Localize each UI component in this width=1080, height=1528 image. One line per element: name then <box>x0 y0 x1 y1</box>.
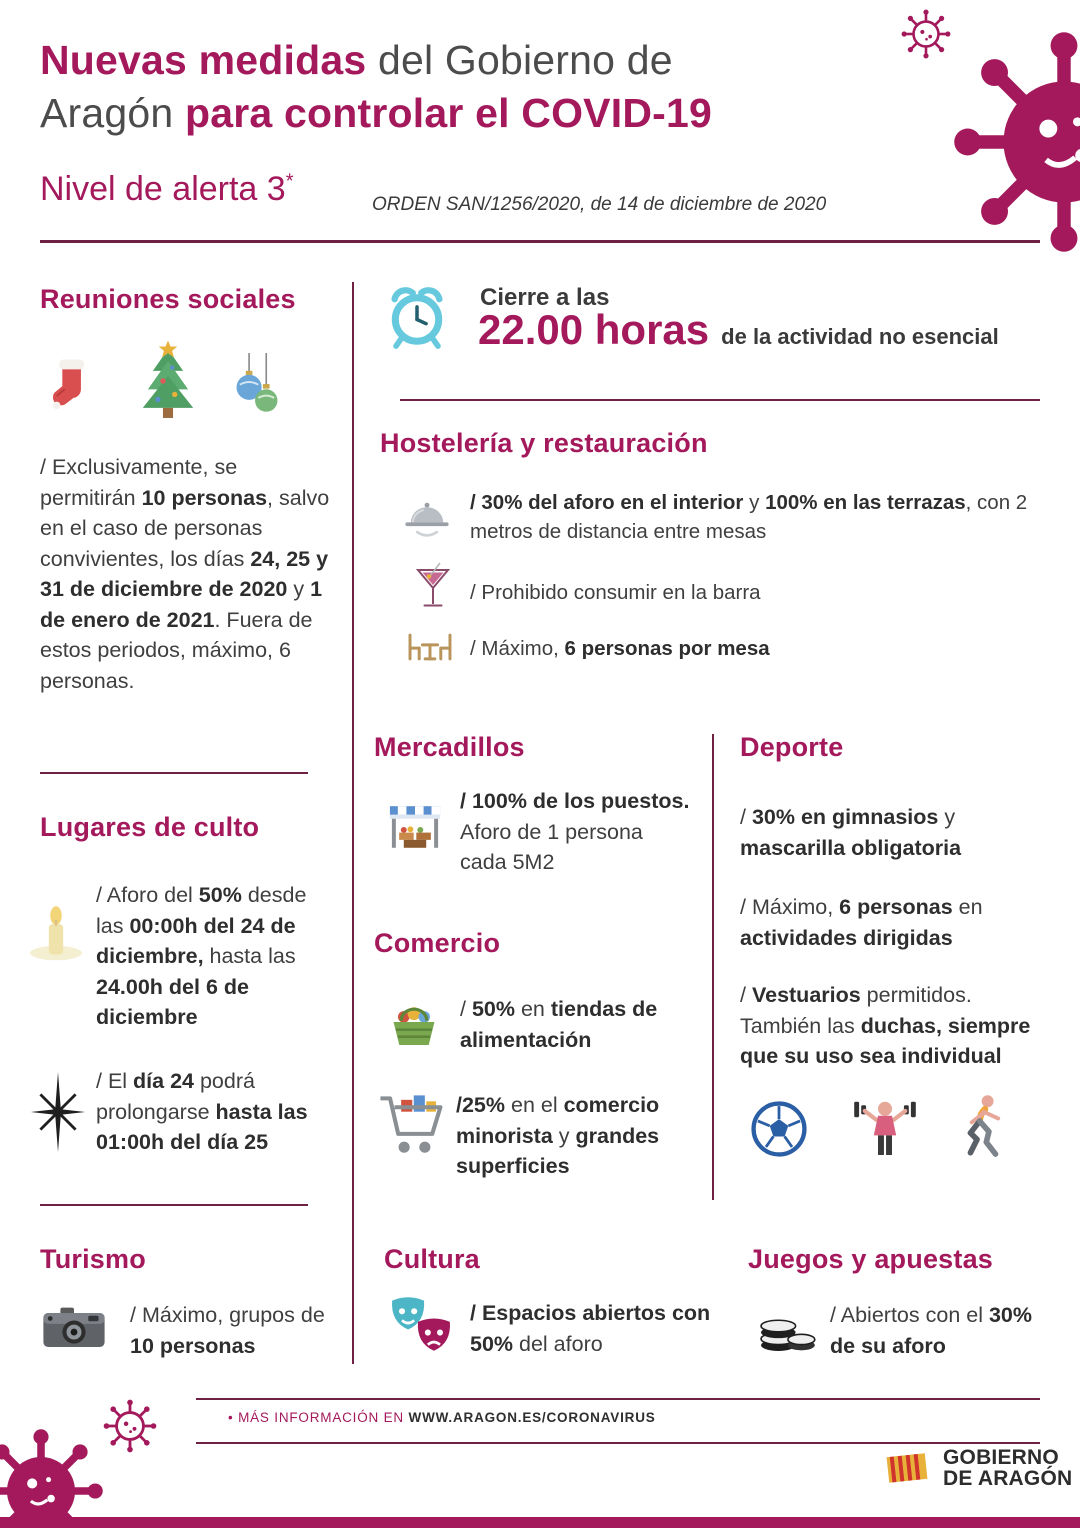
star-sparkle-icon <box>18 1062 98 1162</box>
alert-asterisk: * <box>285 170 294 193</box>
header-divider <box>40 240 1040 243</box>
virus-outline-icon-footer <box>102 1398 158 1454</box>
baubles-icon <box>224 338 290 434</box>
main-vertical-divider <box>352 282 354 1364</box>
section-title-deporte: Deporte <box>740 732 844 762</box>
culto-text-1: / Aforo del 50% desde las 00:00h del 24 de diciembre, hasta las 24.00h del 6 de diciembre <box>96 883 307 1030</box>
section-title-mercadillos: Mercadillos <box>374 732 525 762</box>
section-title-turismo: Turismo <box>40 1244 146 1274</box>
runner-icon <box>948 1088 1014 1162</box>
left-divider-1 <box>40 772 308 774</box>
logo-line1: GOBIERNO <box>943 1445 1059 1469</box>
comercio-text-2: /25% en el comercio minorista y grandes superficies <box>456 1093 660 1179</box>
virus-icon-footer <box>0 1428 104 1528</box>
poker-chips-icon <box>752 1294 820 1358</box>
alert-level: Nivel de alerta 3* <box>40 170 294 208</box>
dumbbell-woman-icon <box>850 1092 920 1162</box>
comercio-text-1: / 50% en tiendas de alimentación <box>460 997 658 1052</box>
section-title-reuniones: Reuniones sociales <box>40 284 296 314</box>
footer-info: • MÁS INFORMACIÓN EN WWW.ARAGON.ES/CORONAVIRUS <box>228 1410 656 1425</box>
deporte-text-2: / Máximo, 6 personas en actividades dirigidas <box>740 895 983 950</box>
section-title-culto: Lugares de culto <box>40 812 260 842</box>
closure-divider <box>400 399 1040 401</box>
serving-cloche-icon <box>398 490 456 544</box>
cocktail-icon <box>408 554 458 618</box>
shopping-cart-icon <box>376 1086 450 1164</box>
gobierno-aragon-logo-text <box>943 1447 1072 1490</box>
market-stall-icon <box>382 792 448 860</box>
section-title-comercio: Comercio <box>374 928 501 958</box>
closure-lead: Cierre a las <box>480 284 610 311</box>
virus-icon <box>952 30 1080 254</box>
order-reference: ORDEN SAN/1256/2020, de 14 de diciembre de 2020 <box>372 194 827 215</box>
theater-masks-icon <box>382 1290 460 1366</box>
logo-line2: DE ARAGÓN <box>943 1467 1073 1490</box>
cultura-text: / Espacios abiertos con 50% del aforo <box>470 1301 711 1356</box>
closure-tail: de la actividad no esencial <box>721 324 999 349</box>
section-title-hosteleria: Hostelería y restauración <box>380 428 708 458</box>
camera-icon <box>34 1294 114 1362</box>
page-title <box>40 34 712 141</box>
christmas-tree-icon <box>126 330 210 432</box>
hosteleria-text-1: / 30% del aforo en el interior y 100% en las terrazas, con 2 metros de distancia entre mesas <box>470 491 1028 544</box>
virus-outline-icon <box>900 8 952 60</box>
aragon-flag-icon <box>880 1444 934 1492</box>
deporte-text-3: / Vestuarios permitidos. También las duchas, siempre que su uso sea individual <box>740 983 1031 1069</box>
alarm-clock-icon <box>382 280 452 352</box>
gobierno-aragon-logo <box>880 1444 1072 1492</box>
section-title-juegos: Juegos y apuestas <box>748 1244 994 1274</box>
bottom-accent-bar <box>0 1517 1080 1528</box>
page-title-line2: Aragón para controlar el COVID-19 <box>40 90 712 137</box>
mercadillos-text: / 100% de los puestos. Aforo de 1 persona cada 5M2 <box>460 789 690 875</box>
footer-divider-top <box>196 1398 1040 1400</box>
hosteleria-text-3: / Máximo, 6 personas por mesa <box>470 637 770 660</box>
juegos-text: / Abiertos con el 30% de su aforo <box>830 1303 1032 1358</box>
deporte-text-1: / 30% en gimnasios y mascarilla obligatoria <box>740 805 962 860</box>
closure-time: 22.00 horas <box>478 306 710 353</box>
table-chairs-icon <box>398 620 462 674</box>
culto-text-2: / El día 24 podrá prolongarse hasta las 01:00h del día 25 <box>96 1069 308 1155</box>
reuniones-text: / Exclusivamente, se permitirán 10 personas, salvo en el caso de personas convivientes, los días 24, 25 y 31 de diciembre de 2020 y 1 de enero de 2021. Fuera de estos periodos, máximo, 6 personas. <box>40 455 330 693</box>
grocery-basket-icon <box>382 990 446 1054</box>
soccer-ball-icon <box>748 1098 810 1160</box>
candle-icon <box>20 890 92 970</box>
christmas-stocking-icon <box>40 334 102 432</box>
page-title-line1: Nuevas medidas del Gobierno de <box>40 37 673 83</box>
closure-time-line <box>478 306 999 354</box>
left-divider-2 <box>40 1204 308 1206</box>
turismo-text: / Máximo, grupos de 10 personas <box>130 1303 325 1358</box>
deporte-vertical-divider <box>712 734 714 1200</box>
section-title-cultura: Cultura <box>384 1244 480 1274</box>
hosteleria-text-2: / Prohibido consumir en la barra <box>470 581 761 604</box>
